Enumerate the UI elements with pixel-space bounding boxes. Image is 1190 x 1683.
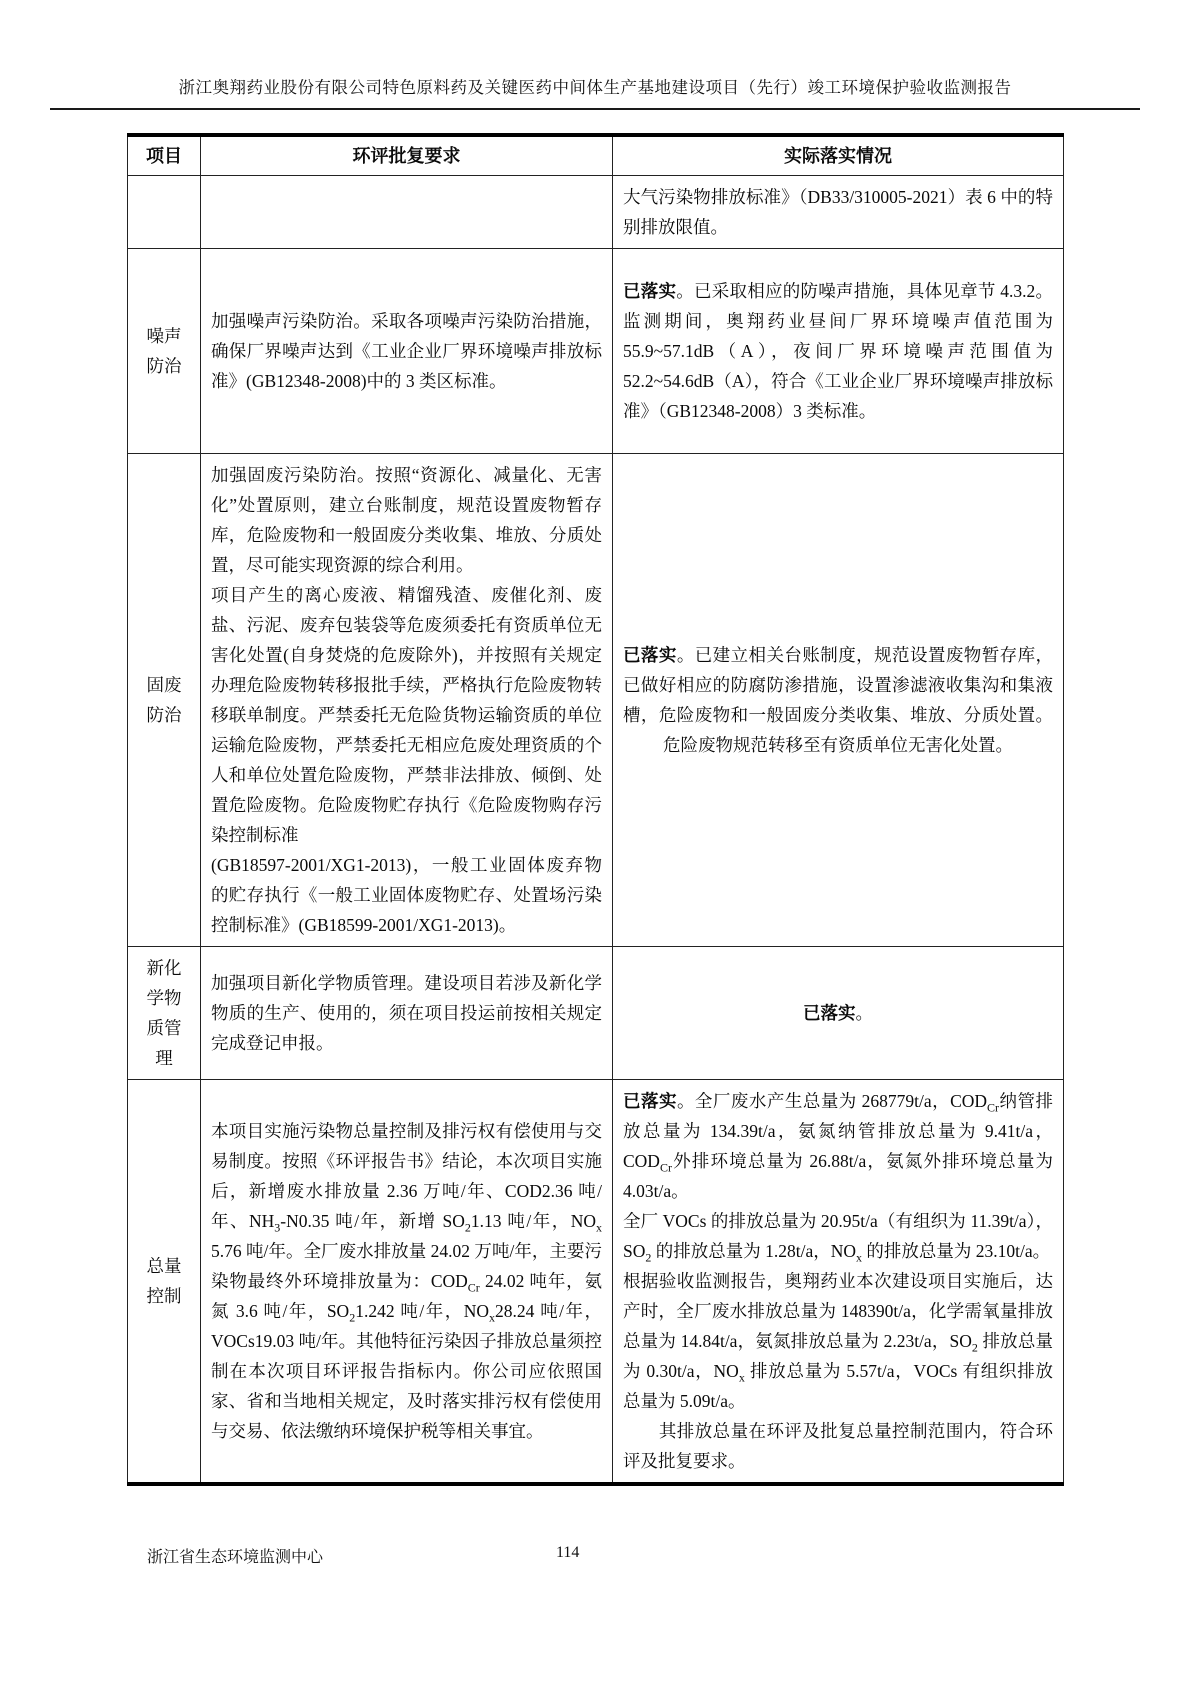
column-header-item: 项目 (128, 135, 201, 176)
table-row-noise-control (128, 249, 1064, 454)
footer-page-number: 114 (556, 1544, 580, 1561)
table-row-new-chemical-management (128, 947, 1064, 1080)
implementation-cell: 已落实。已采取相应的防噪声措施，具体见章节 4.3.2。监测期间，奥翔药业昼间厂界环境噪声值范围为 55.9~57.1dB（A），夜间厂界环境噪声范围值为 52.2~54.6dB（A），符合《工业企业厂界环境噪声排放标准》（GB12348-2008）3 类标准。 (613, 249, 1064, 454)
item-cell: 噪声防治 (128, 249, 201, 454)
implementation-cell: 已落实。已建立相关台账制度，规范设置废物暂存库，已做好相应的防腐防渗措施，设置渗滤液收集沟和集液槽，危险废物和一般固废分类收集、堆放、分质处置。危险废物规范转移至有资质单位无害化处置。 (613, 454, 1064, 947)
item-cell: 新化学物质管理 (128, 947, 201, 1080)
requirement-cell: 加强固废污染防治。按照“资源化、减量化、无害化”处置原则，建立台账制度，规范设置废物暂存库，危险废物和一般固废分类收集、堆放、分质处置，尽可能实现资源的综合利用。 项目产生的离心废液、精馏残渣、废催化剂、废盐、污泥、废弃包装袋等危废须委托有资质单位无害化处置(自身焚烧的危废除外)，并按照有关规定办理危险废物转移报批手续，严格执行危险废物转移联单制度。严禁委托无危险货物运输资质的单位运输危险废物，严禁委托无相应危废处理资质的个人和单位处置危险废物，严禁非法排放、倾倒、处置危险废物。危险废物贮存执行《危险废物购存污染控制标准 (GB18597-2001/XG1-2013)，一般工业固体废弃物的贮存执行《一般工业固体废物贮存、处置场污染控制标准》(GB18599-2001/XG1-2013)。 (201, 454, 613, 947)
requirement-cell: 加强噪声污染防治。采取各项噪声污染防治措施，确保厂界噪声达到《工业企业厂界环境噪声排放标准》(GB12348-2008)中的 3 类区标准。 (201, 249, 613, 454)
table-row-air-standard-continuation (128, 176, 1064, 249)
table-row-solid-waste-control (128, 454, 1064, 947)
implementation-cell: 已落实。全厂废水产生总量为 268779t/a，$COD_{Cr}$纳管排放总量为 134.39t/a，氨氮纳管排放总量为 9.41t/a，$COD_{Cr}$外排环境总量为 26.88t/a，氨氮外排环境总量为 4.03t/a。 全厂 VOCs 的排放总量为 20.95t/a（有组织为 11.39t/a），$SO_2$ 的排放总量为 1.28t/a，$NO_x$ 的排放总量为 23.10t/a。 根据验收监测报告，奥翔药业本次建设项目实施后，达产时，全厂废水排放总量为 148390t/a，化学需氧量排放总量为 14.84t/a，氨氮排放总量为 2.23t/a，$SO_2$ 排放总量为 0.30t/a，$NO_x$ 排放总量为 5.57t/a，VOCs 有组织排放总量为 5.09t/a。 其排放总量在环评及批复总量控制范围内，符合环评及批复要求。 (613, 1080, 1064, 1485)
item-cell (128, 176, 201, 249)
document-header-title: 浙江奥翔药业股份有限公司特色原料药及关键医药中间体生产基地建设项目（先行）竣工环境保护验收监测报告 (178, 78, 1012, 97)
table-row-total-emission-control (128, 1080, 1064, 1485)
implementation-cell: 已落实。 (613, 947, 1064, 1080)
header-divider (50, 108, 1140, 110)
table-header-row (128, 135, 1064, 176)
item-cell: 总量控制 (128, 1080, 201, 1485)
implementation-cell: 大气污染物排放标准》（DB33/310005-2021）表 6 中的特别排放限值。 (613, 176, 1064, 249)
requirement-cell (201, 176, 613, 249)
requirement-cell: 加强项目新化学物质管理。建设项目若涉及新化学物质的生产、使用的，须在项目投运前按相关规定完成登记申报。 (201, 947, 613, 1080)
column-header-requirement: 环评批复要求 (201, 135, 613, 176)
item-cell: 固废防治 (128, 454, 201, 947)
column-header-implementation: 实际落实情况 (613, 135, 1064, 176)
requirement-cell: 本项目实施污染物总量控制及排污权有偿使用与交易制度。按照《环评报告书》结论，本次项目实施后，新增废水排放量 2.36 万吨/年、COD2.36 吨/年、$NH_3-N0.35$ 吨/年，新增 $SO_21.13$ 吨/年，$NO_x$ 5.76 吨/年。全厂废水排放量 24.02 万吨/年，主要污染物最终外环境排放量为：$COD_{Cr}$ 24.02 吨年，氨氮 3.6 吨/年，$SO_21.242$ 吨/年，$NO_x28.24$ 吨/年，VOCs19.03 吨/年。其他特征污染因子排放总量须控制在本次项目环评报告指标内。你公司应依照国家、省和当地相关规定，及时落实排污权有偿使用与交易、依法缴纳环境保护税等相关事宜。 (201, 1080, 613, 1485)
approval-requirements-table (127, 133, 1064, 1486)
footer-organization: 浙江省生态环境监测中心 (147, 1549, 324, 1566)
